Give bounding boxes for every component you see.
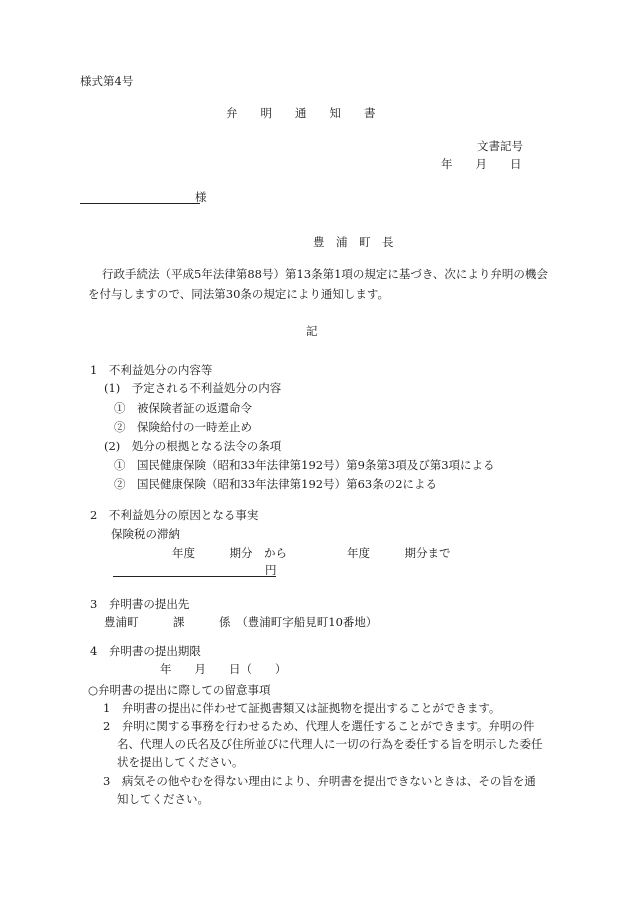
section-1-sub-1: (1) 予定される不利益処分の内容	[104, 381, 282, 395]
section-1-sub-2: (2) 処分の根拠となる法令の条項	[104, 439, 282, 453]
section-4-heading: 4 弁明書の提出期限	[90, 644, 201, 658]
section-2-line-1: 保険税の滞納	[111, 527, 180, 541]
sender: 豊 浦 町 長	[313, 235, 394, 249]
document-number-label: 文書記号	[477, 139, 523, 153]
note-1: 1 弁明書の提出に伴わせて証拠書類又は証拠物を提出することができます。	[103, 701, 501, 715]
section-2-period-to: 年度 期分まで	[347, 546, 451, 560]
note-3-line-1: 3 病気その他やむを得ない理由により、弁明書を提出できないときは、その旨を通	[103, 774, 536, 788]
note-2-line-1: 2 弁明に関する事務を行わせるため、代理人を選任することができます。弁明の件	[103, 719, 535, 733]
section-3-line: 豊浦町 課 係 （豊浦町字船見町10番地）	[104, 615, 378, 629]
section-1-sub-1-item-1: ① 被保険者証の返還命令	[114, 401, 252, 415]
addressee-suffix: 様	[195, 190, 207, 204]
amount-blank-line	[113, 576, 276, 577]
note-2-line-3: 状を提出してください。	[117, 755, 244, 769]
addressee-blank-line	[80, 203, 200, 204]
intro-line-2: を付与しますので、同法第30条の規定により通知します。	[88, 287, 389, 301]
section-1-sub-1-item-2: ② 保険給付の一時差止め	[114, 420, 252, 434]
note-3-line-2: 知してください。	[117, 792, 209, 806]
section-3-heading: 3 弁明書の提出先	[90, 597, 190, 611]
section-1-sub-2-item-1: ① 国民健康保険（昭和33年法律第192号）第9条第3項及び第3項による	[114, 458, 495, 472]
section-2-heading: 2 不利益処分の原因となる事実	[90, 508, 259, 522]
date-line: 年 月 日	[441, 157, 522, 171]
intro-line-1: 行政手続法（平成5年法律第88号）第13条第1項の規定に基づき、次により弁明の機会	[102, 267, 548, 281]
section-2-yen: 円	[265, 563, 277, 577]
section-1-sub-2-item-2: ② 国民健康保険（昭和33年法律第192号）第63条の2による	[114, 477, 438, 491]
section-4-line: 年 月 日（ ）	[160, 662, 287, 676]
form-number: 様式第4号	[80, 74, 134, 88]
section-1-heading: 1 不利益処分の内容等	[90, 363, 213, 377]
document-title: 弁 明 通 知 書	[226, 106, 376, 120]
ki-heading: 記	[306, 324, 318, 338]
note-2-line-2: 名、代理人の氏名及び住所並びに代理人に一切の行為を委任する旨を明示した委任	[117, 737, 543, 751]
notes-heading: ○弁明書の提出に際しての留意事項	[88, 683, 271, 697]
section-2-period-from: 年度 期分 から	[172, 546, 287, 560]
